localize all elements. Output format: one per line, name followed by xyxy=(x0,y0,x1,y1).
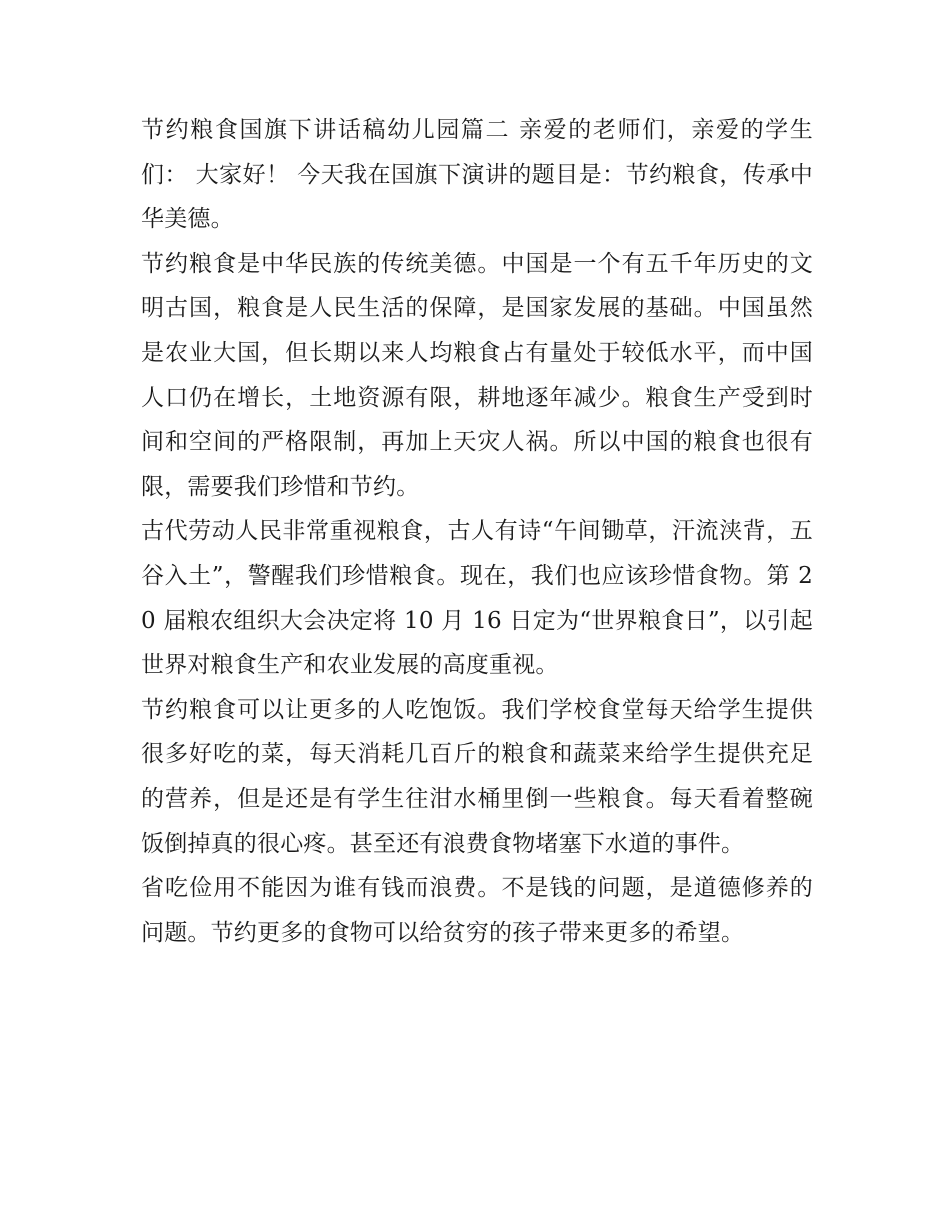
paragraph-tradition: 节约粮食是中华民族的传统美德。中国是一个有五千年历史的文明古国，粮食是人民生活的保障，是国家发展的基础。中国虽然是农业大国，但长期以来人均粮食占有量处于较低水平，而中国人口仍在增长，土地资源有限，耕地逐年减少。粮食生产受到时间和空间的严格限制，再加上天灾人祸。所以中国的粮食也很有限，需要我们珍惜和节约。 xyxy=(141,250,813,500)
document-body xyxy=(141,108,813,955)
paragraph-school-canteen: 节约粮食可以让更多的人吃饱饭。我们学校食堂每天给学生提供很多好吃的菜，每天消耗几百斤的粮食和蔬菜来给学生提供充足的营养，但是还是有学生往泔水桶里倒一些粮食。每天看着整碗饭倒掉真的很心疼。甚至还有浪费食物堵塞下水道的事件。 xyxy=(141,696,813,857)
paragraph-morality: 省吃俭用不能因为谁有钱而浪费。不是钱的问题，是道德修养的问题。节约更多的食物可以给贫穷的孩子带来更多的希望。 xyxy=(141,875,813,946)
paragraph-ancient-poem: 古代劳动人民非常重视粮食，古人有诗“午间锄草，汗流浃背，五谷入土”，警醒我们珍惜粮食。现在，我们也应该珍惜食物。第 20 届粮农组织大会决定将 10 月 16 日定为“世界粮食日”，以引起世界对粮食生产和农业发展的高度重视。 xyxy=(141,518,813,679)
paragraph-intro: 节约粮食国旗下讲话稿幼儿园篇二 亲爱的老师们，亲爱的学生们： 大家好！ 今天我在国旗下演讲的题目是：节约粮食，传承中华美德。 xyxy=(141,117,813,233)
